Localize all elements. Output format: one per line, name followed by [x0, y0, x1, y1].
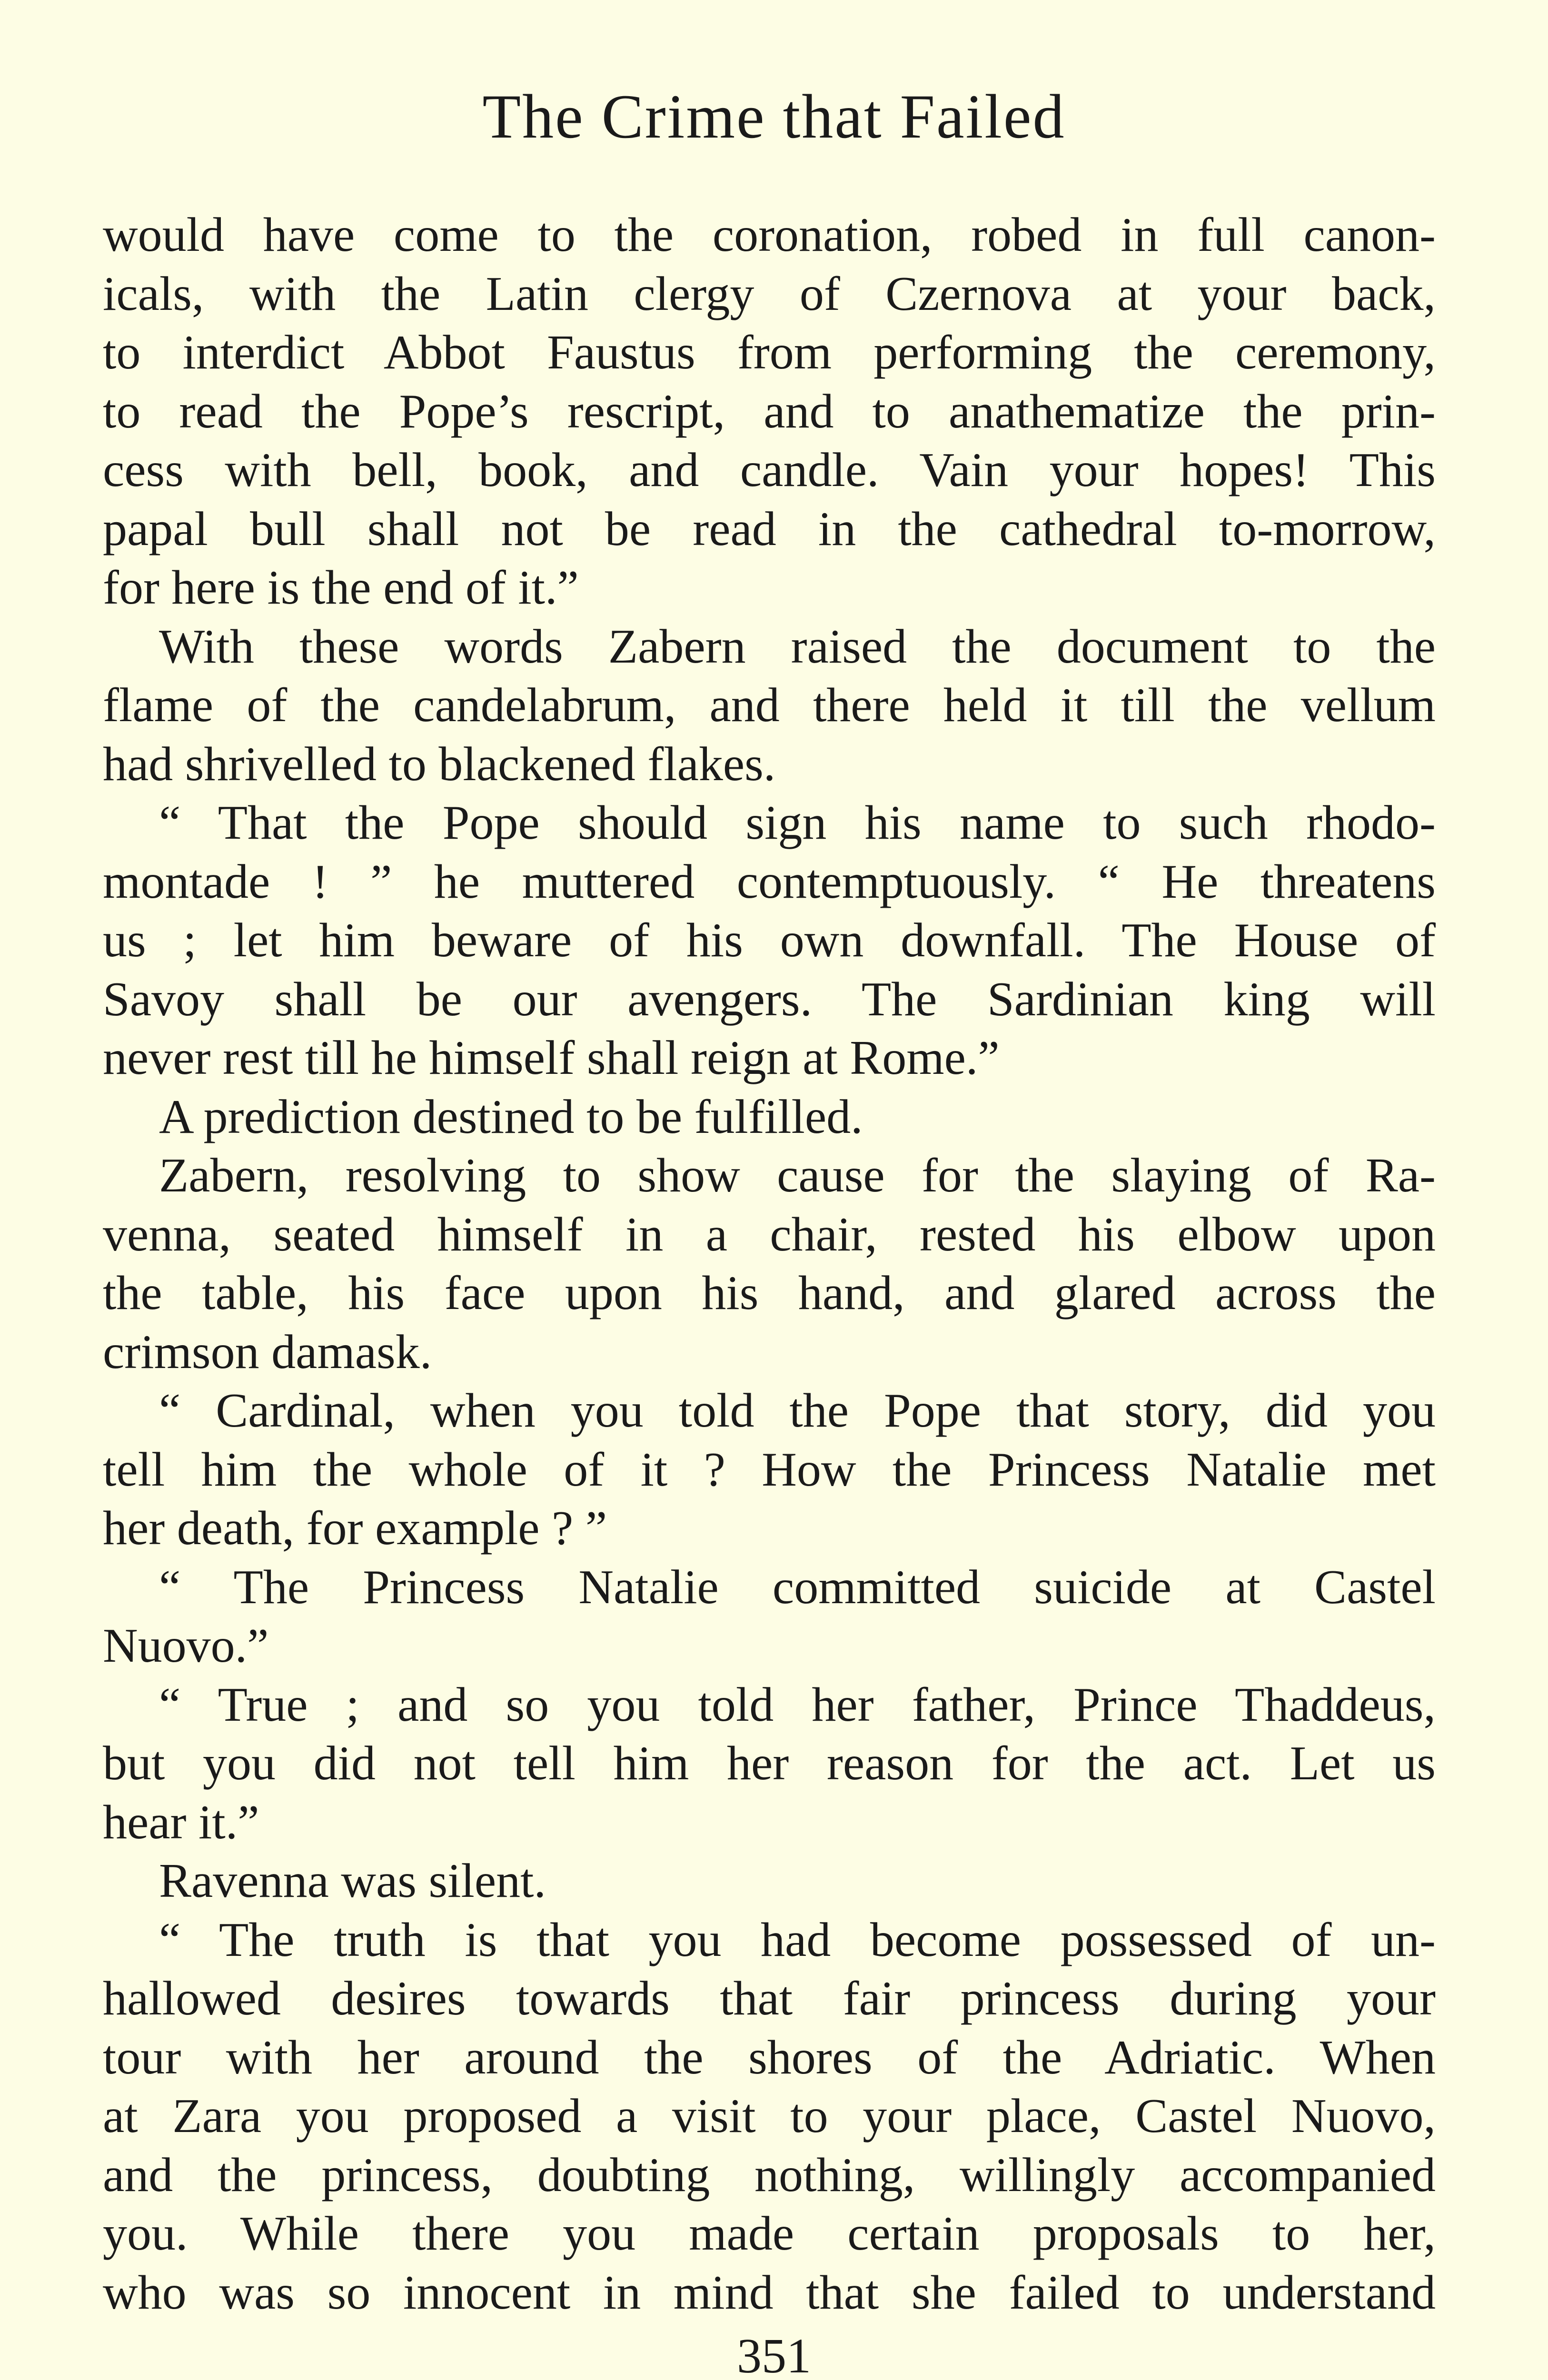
text-line: her death, for example ? ” [103, 1501, 607, 1555]
text-line: “ The Princess Natalie committed suicide at Castel [159, 1560, 1436, 1614]
text-line: With these words Zabern raised the document to the [159, 619, 1436, 674]
running-head: The Crime that Failed [482, 81, 1066, 151]
text-line: Zabern, resolving to show cause for the slaying of Ra- [159, 1149, 1436, 1202]
text-line: and the princess, doubting nothing, willingly accompanied [103, 2148, 1436, 2202]
text-line: tour with her around the shores of the Adriatic. When [103, 2030, 1436, 2084]
text-line: A prediction destined to be fulfilled. [159, 1090, 863, 1144]
text-line: Nuovo.” [103, 1619, 269, 1673]
text-line: “ True ; and so you told her father, Prince Thaddeus, [159, 1677, 1436, 1732]
text-line: “ That the Pope should sign his name to such rhodo- [159, 796, 1436, 850]
body-text [103, 206, 1436, 2322]
text-line: you. While there you made certain proposals to her, [103, 2207, 1436, 2261]
text-line: us ; let him beware of his own downfall. The House of [103, 913, 1436, 967]
text-line: flame of the candelabrum, and there held it till the vellum [103, 678, 1436, 732]
text-line: would have come to the coronation, robed in full canon- [103, 208, 1436, 262]
text-line: papal bull shall not be read in the cathedral to-morrow, [103, 502, 1436, 556]
text-line: montade ! ” he muttered contemptuously. “ He threatens [103, 854, 1436, 909]
text-line: “ The truth is that you had become possessed of un- [159, 1913, 1436, 1967]
text-line: “ Cardinal, when you told the Pope that story, did you [159, 1384, 1436, 1438]
page-number: 351 [737, 2329, 811, 2380]
text-line: for here is the end of it.” [103, 561, 579, 615]
text-line: Savoy shall be our avengers. The Sardinian king will [103, 972, 1436, 1026]
text-line: crimson damask. [103, 1325, 432, 1379]
text-line: Ravenna was silent. [159, 1854, 546, 1908]
text-line: hallowed desires towards that fair princess during your [103, 1972, 1436, 2025]
text-line: to read the Pope’s rescript, and to anathematize the prin- [103, 384, 1436, 438]
text-line: never rest till he himself shall reign at Rome.” [103, 1031, 1000, 1085]
text-line: hear it.” [103, 1795, 259, 1849]
text-line: at Zara you proposed a visit to your place, Castel Nuovo, [103, 2089, 1436, 2143]
text-line: cess with bell, book, and candle. Vain your hopes! This [103, 443, 1436, 497]
text-line: had shrivelled to blackened flakes. [103, 737, 776, 791]
text-line: the table, his face upon his hand, and glared across the [103, 1266, 1436, 1320]
text-line: but you did not tell him her reason for the act. Let us [103, 1736, 1436, 1790]
text-line: to interdict Abbot Faustus from performing the ceremony, [103, 326, 1436, 379]
text-line: venna, seated himself in a chair, rested his elbow upon [103, 1207, 1436, 1261]
text-line: icals, with the Latin clergy of Czernova at your back, [103, 267, 1436, 321]
text-line: tell him the whole of it ? How the Princess Natalie met [103, 1442, 1436, 1497]
text-line: who was so innocent in mind that she failed to understand [103, 2265, 1436, 2320]
